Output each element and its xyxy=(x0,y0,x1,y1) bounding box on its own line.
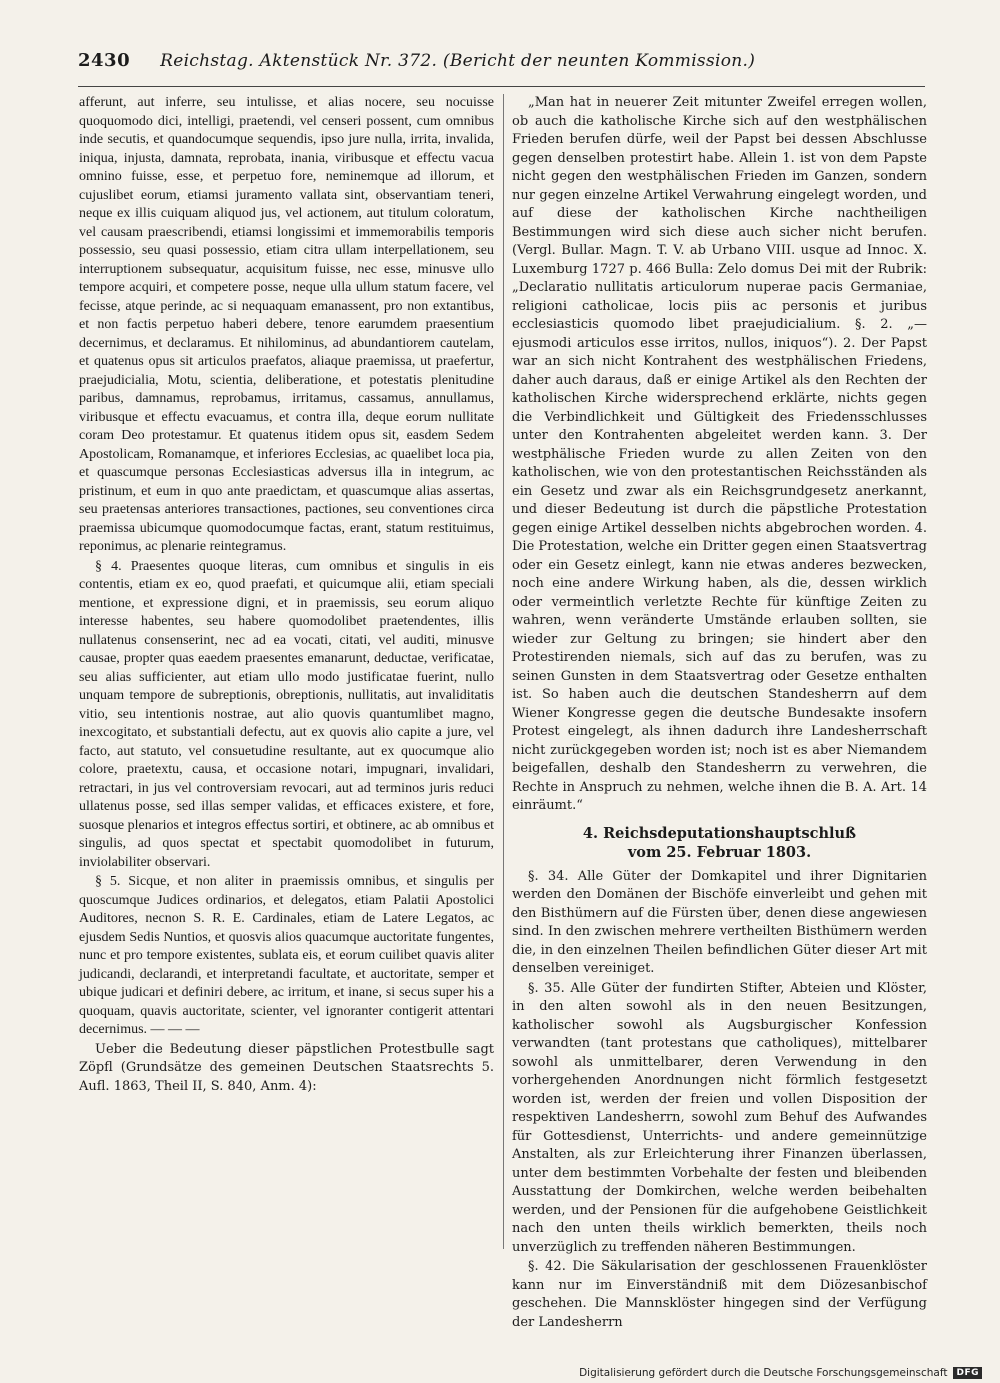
footer-credit xyxy=(579,1367,982,1379)
left-paragraph-3: § 5. Sicque, et non aliter in praemissis omnibus, et singulis per quoscumque Judices ordinarios, et delegatos, etiam Palatii Apostolici Auditores, necnon S. R. E. Cardinales, etiam de Latere Legatos, ac ejusdem Sedis Nuntios, et quosvis alios quacumque auctoritate fungentes, nunc et pro tempore existentes, sublata eis, et eorum cuilibet quavis aliter judicandi, declarandi, et interpretandi facultate, et auctoritate, semper et ubique judicari et definiri debere, ac irritum, et inane, si secus super his a quoquam, quavis auctoritate, scienter, vel ignoranter contigerit attentari decernimus. — — — xyxy=(79,874,494,1037)
left-paragraph-1: afferunt, aut inferre, seu intulisse, et alias nocere, seu nocuisse quoquomodo dici, intelligi, praetendi, vel censeri possent, cum omnibus inde secutis, et quandocumque sequendis, ipso jure nulla, irrita, invalida, iniqua, injusta, damnata, reprobata, inania, viribusque et effectu vacua omnino fuisse, esse, et perpetuo fore, neminemque ad illorum, et cujuslibet eorum, etiamsi juramento vallata sint, observantiam teneri, neque ex illis cuiquam aliquod jus, vel actionem, aut titulum coloratum, vel causam praescribendi, etiamsi longissimi et immemorabilis temporis possessio, seu quasi possessio, etiam citra ullam interpellationem, seu interruptionem subsequatur, acquisitum fuisse, nec esse, minusve ullo tempore acquiri, et competere posse, neque ulla ullum statum facere, vel fecisse, atque perinde, ac si nequaquam emanassent, pro non extantibus, et non factis perpetuo haberi debere, tenore earumdem praesentium decernimus, et declaramus. Et nihilominus, ad abundantiorem cautelam, et quatenus opus sit articulos praefatos, aliaque praemissa, ut praefertur, praejudicialia, Motu, scientia, deliberatione, et potestatis plenitudine paribus, damnamus, reprobamus, irritamus, cassamus, annullamus, viribusque et effectu evacuamus, et contra illa, deque eorum nullitate coram Deo protestamur. Et quatenus itidem opus sit, easdem Sedem Apostolicam, Romanamque, et inferiores Ecclesias, ac quaelibet loca pia, et quascumque personas Ecclesiasticas adversus illa in integrum, ac pristinum, et eum in quo ante praedictam, et quascumque alias assertas, seu praetensas anteriores transactiones, pactiones, seu conventiones circa praemissa ubicumque quomodocumque factas, erant, statum restituimus, reponimus, ac plenarie reintegramus. xyxy=(79,95,494,554)
right-paragraph-1: „Man hat in neuerer Zeit mitunter Zweifel erregen wollen, ob auch die katholische Kirche sich auf den westphälischen Frieden berufen dürfe, weil der Papst bei dessen Abschlusse gegen denselben protestirt habe. Allein 1. ist von dem Papste nicht gegen den westphälischen Frieden im Ganzen, sondern nur gegen einzelne Artikel Verwahrung eingelegt worden, und auf diese der katholischen Kirche nachtheiligen Bestimmungen wird sich diese auch sicher nicht berufen. (Vergl. Bullar. Magn. T. V. ab Urbano VIII. usque ad Innoc. X. Luxemburg 1727 p. 466 Bulla: Zelo domus Dei mit der Rubrik: „Declaratio nullitatis articulorum nuperae pacis Germaniae, religioni catholicae, locis piis ac personis et juribus ecclesiasticis quomodo libet praejudicialium. §. 2. „— ejusmodi articulos esse irritos, nullos, iniquos“). 2. Der Papst war an sich nicht Kontrahent des westphälischen Friedens, daher auch daraus, daß er einige Artikel als den Rechten der katholischen Kirche widersprechend erklärte, nichts gegen die Verbindlichkeit und Gültigkeit des Friedensschlusses unter den Kontrahenten abgeleitet werden kann. 3. Der westphälische Frieden wurde zu allen Zeiten von den katholischen, wie von den protestantischen Reichsständen als ein Gesetz und zwar als ein Reichsgrundgesetz anerkannt, und dieser Bedeutung ist durch die päpstliche Protestation gegen einige Artikel desselben nichts abgebrochen worden. 4. Die Protestation, welche ein Dritter gegen einen Staatsvertrag oder ein Gesetz einlegt, kann nie etwas anderes bezwecken, noch eine andere Wirkung haben, als die, dessen wirklich oder vermeintlich verletzte Rechte für künftige Zeiten zu wahren, wenn veränderte Umstände erlauben sollten, sie wieder zur Geltung zu bringen; sie hindert aber den Protestirenden niemals, sich auf das zu berufen, was zu seinen Gunsten in dem Staatsvertrag oder Gesetze enthalten ist. So haben auch die deutschen Standesherrn auf dem Wiener Kongresse gegen die deutsche Bundesakte insofern Protest eingelegt, als ihnen dadurch ihre Landesherrschaft nicht zurückgegeben worden ist; noch ist es aber Niemandem beigefallen, deshalb den Standesherrn zu verwehren, die Rechte in Anspruch zu nehmen, welche ihnen die B. A. Art. 14 einräumt.“ xyxy=(512,95,927,813)
column-divider xyxy=(503,94,504,1249)
footer-credit-text: Digitalisierung gefördert durch die Deutsche Forschungsgemeinschaft xyxy=(579,1367,948,1379)
dfg-logo: DFG xyxy=(953,1367,982,1379)
page-number: 2430 xyxy=(78,50,131,71)
section-heading-line-2: vom 25. Februar 1803. xyxy=(627,843,812,861)
running-title: Reichstag. Aktenstück Nr. 372. (Bericht der neunten Kommission.) xyxy=(160,51,756,71)
right-paragraph-2: §. 34. Alle Güter der Domkapitel und ihrer Dignitarien werden den Domänen der Bischöfe einverleibt und gehen mit den Bisthümern auf die Fürsten über, denen diese angewiesen sind. In den zwischen mehrere vertheilten Bisthümern werden die, in den einzelnen Theilen befindlichen Güter dieser Art mit denselben vereiniget. xyxy=(512,868,927,976)
left-paragraph-4: Ueber die Bedeutung dieser päpstlichen Protestbulle sagt Zöpfl (Grundsätze des gemeinen Deutschen Staatsrechts 5. Aufl. 1863, Theil II, S. 840, Anm. 4): xyxy=(79,1041,494,1094)
right-paragraph-3: §. 35. Alle Güter der fundirten Stifter, Abteien und Klöster, in den alten sowohl als in den neuen Besitzungen, katholischer sowohl als Augsburgischer Konfession verwandten (tant protestans que catholiques), mittelbarer sowohl als unmittelbarer, deren Verwendung in den vorhergehenden Anordnungen nicht förmlich festgesetzt worden ist, werden der freien und vollen Disposition der respektiven Landesherrn, sowohl zum Behuf des Aufwandes für Gottesdienst, Unterrichts- und andere gemeinnützige Anstalten, als zur Erleichterung ihrer Finanzen überlassen, unter dem bestimmten Vorbehalte der festen und bleibenden Ausstattung der Domkirchen, welche werden beibehalten werden, und der Pensionen für die aufgehobene Geistlichkeit nach den unten theils wirklich bemerkten, theils noch unverzüglich zu treffenden näheren Bestimmungen. xyxy=(512,980,927,1255)
left-column xyxy=(79,94,494,1254)
right-column xyxy=(512,94,927,1330)
header-rule xyxy=(78,86,925,87)
left-paragraph-2: § 4. Praesentes quoque literas, cum omnibus et singulis in eis contentis, etiam ex eo, quod praefati, et quicumque alii, etiam speciali mentione, et expressione digni, et in praemissis, seu eorum aliquo interesse habentes, seu habere quomodolibet praetendentes, illis nullatenus consenserint, nec ad ea vocati, citati, vel auditi, minusve causae, propter quas eaedem praesentes emanarunt, deductae, verificatae, seu alias sufficienter, aut etiam ullo modo justificatae fuerint, nullo unquam tempore de subreptionis, obreptionis, nullitatis, aut invaliditatis vitio, seu intentionis nostrae, aut alio quovis quantumlibet magno, inexcogitato, et substantiali defectu, aut ex quovis alio capite a jure, vel facto, aut statuto, vel consuetudine resultante, aut ex quocumque alio colore, praetextu, causa, et occasione notari, impugnari, invalidari, retractari, in jus vel controversiam revocari, aut ad terminos juris reduci ullatenus posse, sed illas semper validas, et efficaces existere, et fore, suosque plenarios et integros effectus sortiri, et obtinere, ac ab omnibus et singulis, ad quos spectat et spectabit quomodolibet in futurum, inviolabiliter observari. xyxy=(79,558,494,870)
right-paragraph-4: §. 42. Die Säkularisation der geschlossenen Frauenklöster kann nur im Einverständniß mit dem Diözesanbischof geschehen. Die Mannsklöster hingegen sind der Verfügung der Landesherrn xyxy=(512,1259,927,1330)
section-heading xyxy=(512,824,927,862)
section-heading-line-1: 4. Reichsdeputationshauptschluß xyxy=(582,824,857,842)
page-header xyxy=(78,50,923,82)
